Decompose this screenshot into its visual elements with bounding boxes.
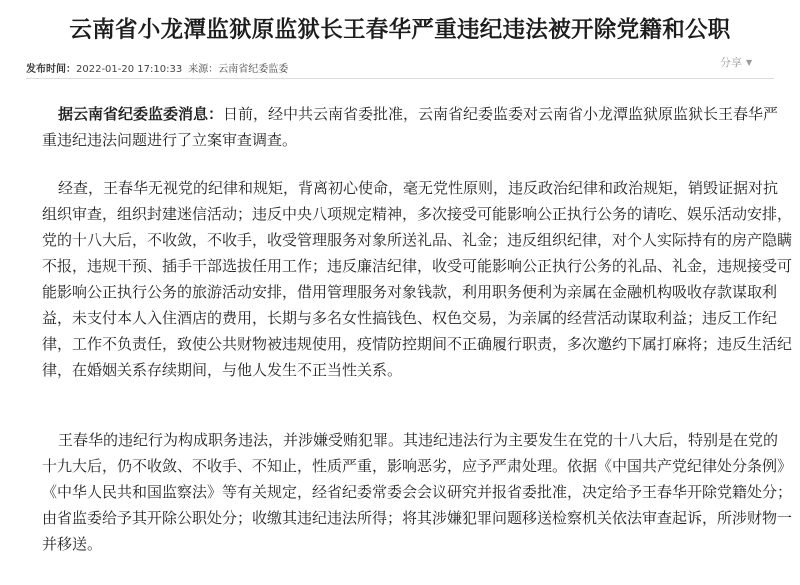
paragraph-line: 党的十八大后，不收敛，不收手，收受管理服务对象所送礼品、礼金；违反组织纪律，对个人实际持有的房产隐瞒 (42, 231, 793, 249)
paragraph-line: 十九大后，仍不收敛、不收手、不知止，性质严重，影响恶劣，应予严肃处理。依据《中国共产党纪律处分条例》 (42, 457, 793, 475)
paragraph-line: 能影响公正执行公务的旅游活动安排，借用管理服务对象钱款，利用职务便利为亲属在金融机构吸收存款谋取利 (42, 283, 778, 301)
published-time: 2022-01-20 17:10:33 (76, 64, 183, 75)
paragraph-lead: 据云南省纪委监委消息： (58, 105, 224, 123)
paragraph-2 (42, 175, 793, 383)
paragraph-line: 并移送。 (42, 535, 103, 553)
paragraph-line: 律，在婚姻关系存续期间，与他人发生不正当性关系。 (42, 361, 403, 379)
caret-down-icon: ▼ (746, 58, 753, 67)
paragraph-line: 律，工作不负责任，致使公共财物被违规使用，疫情防控期间不正确履行职责，多次邀约下属打麻将；违反生活纪 (42, 335, 793, 353)
paragraph-line: 益，未支付本人入住酒店的费用，长期与多名女性搞钱色、权色交易，为亲属的经营活动谋取利益；违反工作纪 (42, 309, 778, 327)
paragraph-line: 王春华的违纪行为构成职务违法，并涉嫌受贿犯罪。其违纪违法行为主要发生在党的十八大后，特别是在党的 (58, 431, 779, 449)
paragraph-line: 据云南省纪委监委消息：日前，经中共云南省委批准，云南省纪委监委对云南省小龙潭监狱原监狱长王春华严 (58, 105, 779, 123)
paragraph-line: 由省监委给予其开除公职处分；收缴其违纪违法所得；将其涉嫌犯罪问题移送检察机关依法审查起诉，所涉财物一 (42, 509, 793, 527)
paragraph-line: 《中华人民共和国监察法》等有关规定，经省纪委常委会会议研究并报省委批准，决定给予王春华开除党籍处分； (42, 483, 793, 501)
published-label: 发布时间： (26, 64, 76, 75)
share-label: 分享 (720, 56, 742, 69)
header-divider (26, 78, 774, 79)
paragraph-3 (42, 427, 793, 557)
source-name: 云南省纪委监委 (218, 64, 289, 75)
source-label: 来源： (188, 64, 219, 75)
paragraph-1 (42, 101, 779, 153)
paragraph-line: 经查，王春华无视党的纪律和规矩，背离初心使命，毫无党性原则，违反政治纪律和政治规矩，销毁证据对抗 (58, 179, 779, 197)
paragraph-line: 重违纪违法问题进行了立案审查调查。 (42, 131, 298, 149)
article-title: 云南省小龙潭监狱原监狱长王春华严重违纪违法被开除党籍和公职 (69, 17, 731, 43)
article-meta (26, 60, 288, 75)
paragraph-line: 不报，违规干预、插手干部选拔任用工作；违反廉洁纪律，收受可能影响公正执行公务的礼品、礼金，违规接受可 (42, 257, 793, 275)
share-button[interactable] (720, 54, 752, 70)
paragraph-line: 组织审查，组织封建迷信活动；违反中央八项规定精神，多次接受可能影响公正执行公务的请吃、娱乐活动安排， (42, 205, 793, 223)
